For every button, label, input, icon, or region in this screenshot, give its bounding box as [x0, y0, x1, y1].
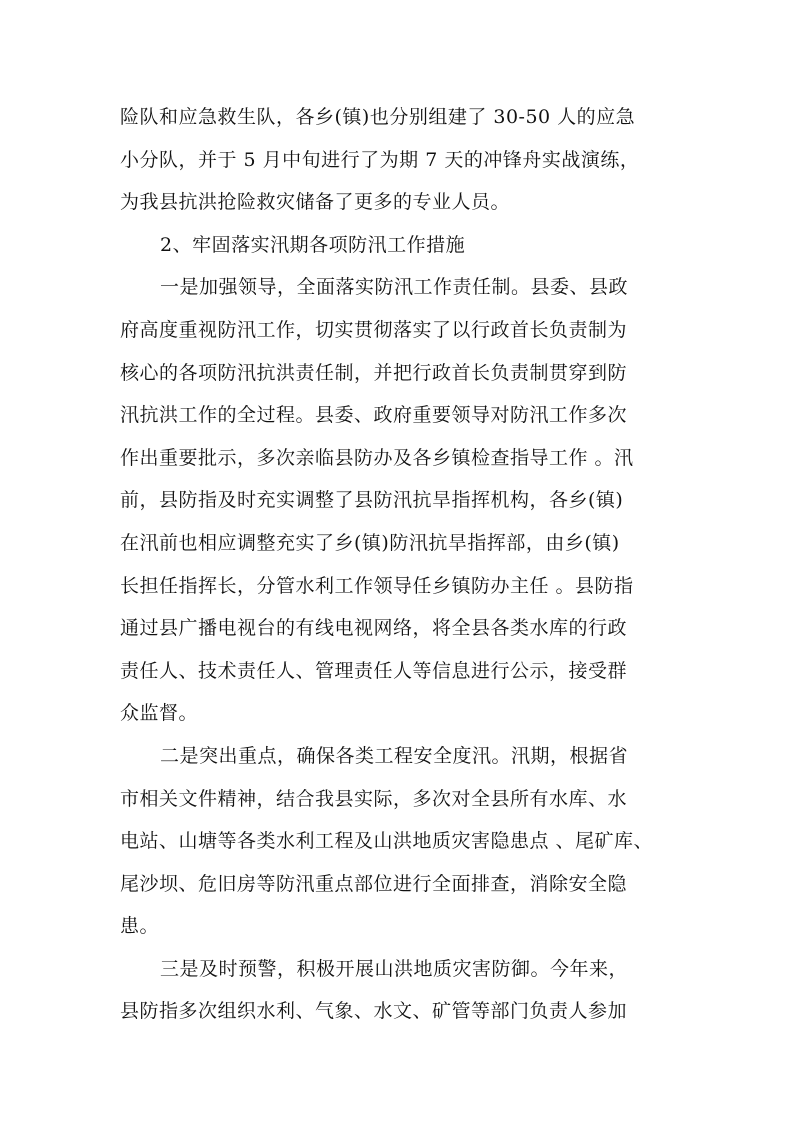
- paragraph-first-line: 一是加强领导，全面落实防汛工作责任制。县委、县政: [160, 276, 629, 299]
- text-line: 核心的各项防汛抗洪责任制，并把行政首长负责制贯穿到防: [120, 361, 628, 384]
- section-heading: 2、牢固落实汛期各项防汛工作措施: [160, 233, 466, 256]
- paragraph-first-line: 二是突出重点，确保各类工程安全度汛。汛期，根据省: [160, 744, 629, 767]
- text-line: 县防指多次组织水利、气象、水文、矿管等部门负责人参加: [120, 1000, 628, 1023]
- text-line: 小分队，并于 5 月中旬进行了为期 7 天的冲锋舟实战演练，: [120, 148, 640, 171]
- text-line: 汛抗洪工作的全过程。县委、政府重要领导对防汛工作多次: [120, 404, 628, 427]
- text-line: 前，县防指及时充实调整了县防汛抗旱指挥机构，各乡(镇): [120, 489, 624, 512]
- text-line: 责任人、技术责任人、管理责任人等信息进行公示，接受群: [120, 659, 628, 682]
- text-line: 众监督。: [120, 702, 199, 725]
- text-line: 在汛前也相应调整充实了乡(镇)防汛抗旱指挥部，由乡(镇): [120, 531, 620, 554]
- text-line: 通过县广播电视台的有线电视网络，将全县各类水库的行政: [120, 617, 628, 640]
- text-line: 市相关文件精神，结合我县实际，多次对全县所有水库、水: [120, 787, 628, 810]
- text-line: 府高度重视防汛工作，切实贯彻落实了以行政首长负责制为: [120, 318, 628, 341]
- text-line: 作出重要批示，多次亲临县防办及各乡镇检查指导工作 。汛: [120, 446, 634, 469]
- text-line: 险队和应急救生队，各乡(镇)也分别组建了 30-50 人的应急: [120, 106, 636, 128]
- text-line: 尾沙坝、危旧房等防汛重点部位进行全面排查，消除安全隐: [120, 872, 628, 895]
- text-line: 长担任指挥长，分管水利工作领导任乡镇防办主任 。县防指: [120, 574, 634, 597]
- text-line: 为我县抗洪抢险救灾储备了更多的专业人员。: [120, 191, 511, 214]
- document-body: [120, 96, 680, 1033]
- text-line: 电站、山塘等各类水利工程及山洪地质灾害隐患点 、尾矿库、: [120, 830, 654, 853]
- text-line: 患。: [120, 915, 160, 938]
- paragraph-first-line: 三是及时预警，积极开展山洪地质灾害防御。今年来，: [160, 957, 629, 980]
